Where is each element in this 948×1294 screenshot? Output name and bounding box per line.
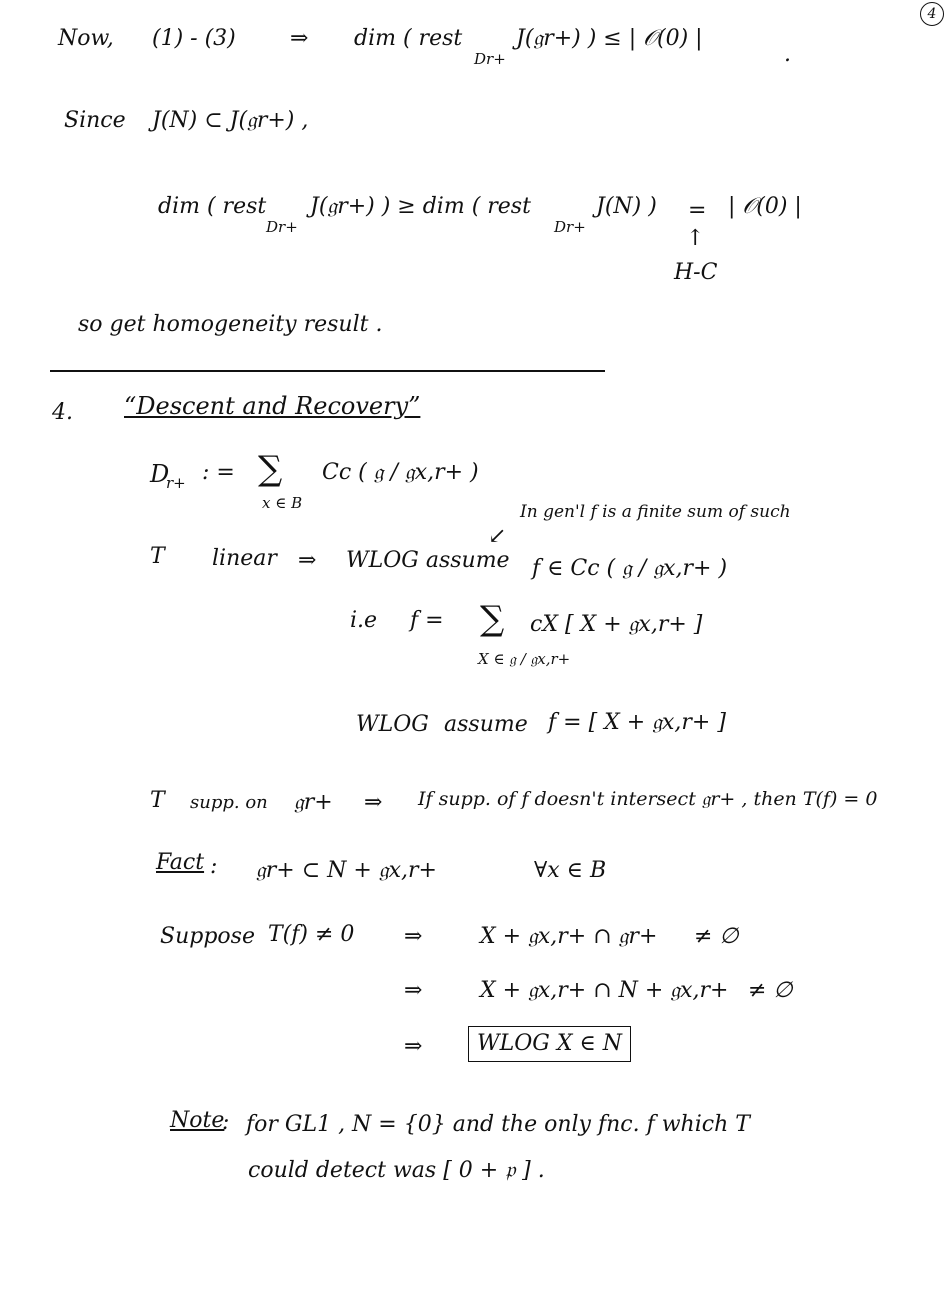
nonempty-1: ≠ ∅ [694, 924, 739, 949]
assume-label: assume [444, 712, 528, 737]
linear-label: linear [212, 546, 277, 571]
boxed-conclusion: WLOG X ∈ N [468, 1026, 631, 1062]
wlog-assume: WLOG assume [346, 548, 510, 573]
period: . [784, 42, 791, 67]
suppose-label: Suppose [160, 924, 255, 949]
sum-symbol-2: ∑ [480, 599, 505, 639]
note-colon: : [222, 1110, 230, 1135]
page-number: 4 [920, 2, 944, 26]
d-symbol: D [150, 460, 170, 488]
note-arrow-icon: ↙ [488, 524, 507, 549]
note-line-1: for GL1 , N = {0} and the only fnc. f which T [246, 1112, 750, 1137]
suppose-condition: T(f) ≠ 0 [268, 922, 355, 947]
intersection-expr-2: X + 𝔤x,r+ ∩ N + 𝔤x,r+ [480, 978, 729, 1003]
supp-on-label: supp. on [190, 792, 268, 813]
sum-symbol: ∑ [258, 449, 283, 489]
f-coset-expr: f = [ X + 𝔤x,r+ ] [548, 710, 726, 735]
f-equals: f = [410, 608, 444, 633]
inclusion-expr: J(N) ⊂ J(𝔤r+) , [152, 108, 309, 133]
hc-label: H-C [674, 260, 718, 285]
up-arrow-icon: ↑ [686, 226, 705, 251]
t-symbol-2: T [150, 788, 165, 813]
conditions-ref: (1) - (3) [152, 26, 236, 51]
finite-sum-note: In gen'l f is a finite sum of such [520, 502, 791, 522]
dim-rest-expr: dim ( rest [354, 26, 463, 51]
nonempty-2: ≠ ∅ [748, 978, 793, 1003]
g-r-plus: 𝔤r+ [294, 790, 333, 815]
compact-support-term: Cc ( 𝔤 / 𝔤x,r+ ) [322, 460, 479, 485]
sum-index: x ∈ B [262, 494, 303, 512]
t-symbol: T [150, 544, 165, 569]
dim-right-subscript: Dr+ [554, 218, 586, 236]
sum-index-2: X ∈ 𝔤 / 𝔤x,r+ [478, 650, 571, 668]
dim-rest-bound: J(𝔤r+) ) ≤ | 𝒪(0) | [516, 26, 703, 51]
support-intersection-text: If supp. of f doesn't intersect 𝔤r+ , then T(f) = 0 [418, 788, 878, 810]
implies-arrow-5: ⇒ [404, 978, 423, 1003]
section-title: “Descent and Recovery” [124, 392, 421, 420]
fact-expr: 𝔤r+ ⊂ N + 𝔤x,r+ [256, 858, 437, 883]
f-membership: f ∈ Cc ( 𝔤 / 𝔤x,r+ ) [532, 556, 728, 581]
orbit-size: | 𝒪(0) | [728, 194, 802, 219]
equals-sign: = [688, 198, 707, 223]
implies-arrow-6: ⇒ [404, 1034, 423, 1059]
homogeneity-conclusion: so get homogeneity result . [78, 312, 383, 337]
implies-arrow: ⇒ [290, 26, 309, 51]
section-divider [50, 370, 605, 372]
ie-label: i.e [350, 608, 378, 633]
implies-arrow-4: ⇒ [404, 924, 423, 949]
implies-arrow-2: ⇒ [298, 548, 317, 573]
dim-rest-subscript: Dr+ [474, 50, 506, 68]
note-line-2: could detect was [ 0 + 𝔭 ] . [248, 1158, 545, 1183]
dim-expr-left: dim ( rest [158, 194, 267, 219]
implies-arrow-3: ⇒ [364, 790, 383, 815]
dim-left-subscript: Dr+ [266, 218, 298, 236]
defined-as: : = [202, 460, 235, 485]
sum-term: cX [ X + 𝔤x,r+ ] [530, 612, 703, 637]
section-number: 4. [52, 400, 73, 425]
intersection-expr-1: X + 𝔤x,r+ ∩ 𝔤r+ [480, 924, 658, 949]
since-label: Since [64, 108, 126, 133]
d-subscript: r+ [166, 474, 186, 492]
dim-expr-mid: J(𝔤r+) ) ≥ dim ( rest [310, 194, 531, 219]
note-label: Note [170, 1108, 225, 1133]
wlog-label: WLOG [356, 712, 429, 737]
fact-colon: : [210, 854, 218, 879]
fact-label: Fact [156, 850, 205, 875]
forall-expr: ∀x ∈ B [534, 858, 607, 883]
now-label: Now, [58, 26, 114, 51]
dim-expr-right: J(N) ) [596, 194, 657, 219]
